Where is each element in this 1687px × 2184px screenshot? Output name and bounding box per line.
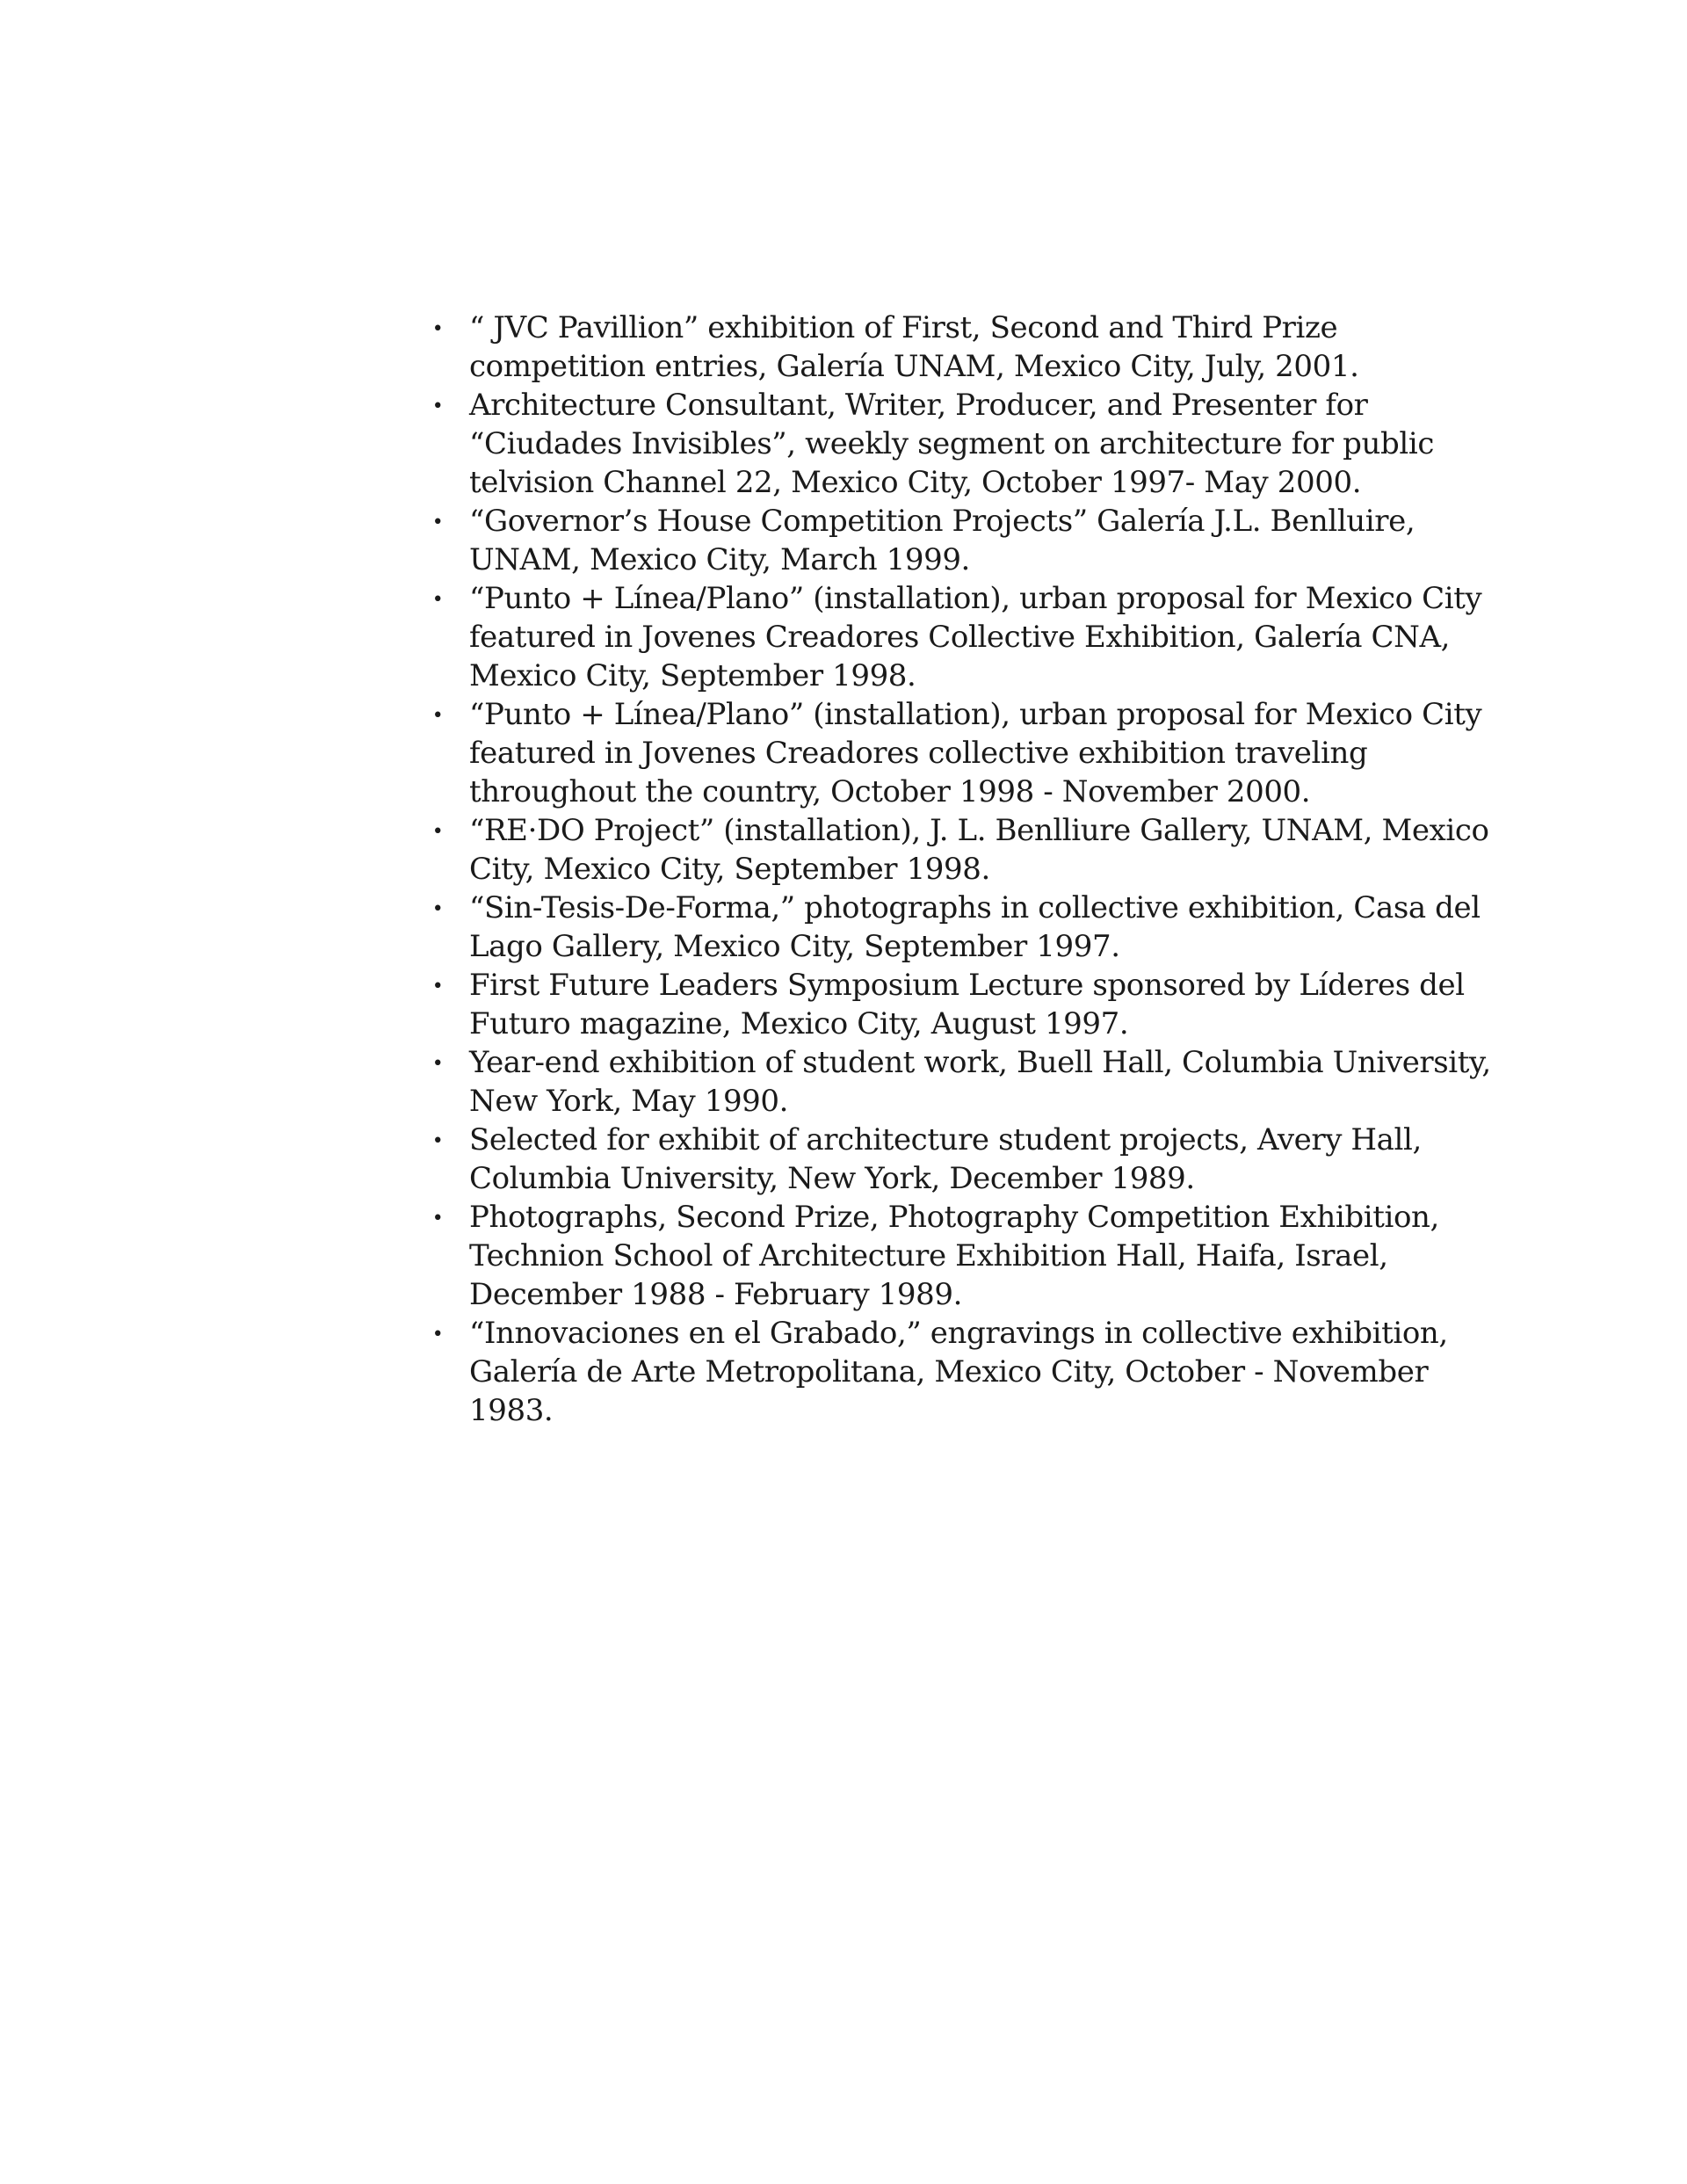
list-item-text: “RE·DO Project” (installation), J. L. Benlliure Gallery, UNAM, Mexico City, Mexico City, September 1998.	[469, 813, 1489, 887]
list-item-text: First Future Leaders Symposium Lecture sponsored by Líderes del Futuro magazine, Mexico City, August 1997.	[469, 968, 1465, 1041]
exhibitions-list	[420, 308, 1501, 1430]
list-item-text: Photographs, Second Prize, Photography Competition Exhibition, Technion School of Architecture Exhibition Hall, Haifa, Israel, December 1988 - February 1989.	[469, 1200, 1439, 1312]
list-item	[420, 695, 1501, 811]
list-item-text: “Governor’s House Competition Projects” Galería J.L. Benlluire, UNAM, Mexico City, March 1999.	[469, 504, 1415, 577]
list-item-text: Year-end exhibition of student work, Buell Hall, Columbia University, New York, May 1990.	[469, 1045, 1491, 1119]
bullet-icon: •	[431, 1130, 444, 1152]
list-item-text: “ JVC Pavillion” exhibition of First, Second and Third Prize competition entries, Galería UNAM, Mexico City, July, 2001.	[469, 310, 1359, 384]
bullet-icon: •	[431, 1208, 444, 1230]
list-item	[420, 1121, 1501, 1198]
list-item	[420, 1198, 1501, 1314]
list-item	[420, 1314, 1501, 1430]
list-item	[420, 502, 1501, 579]
list-item	[420, 308, 1501, 386]
list-item-text: Architecture Consultant, Writer, Producer, and Presenter for “Ciudades Invisibles”, weekly segment on architecture for public telvision Channel 22, Mexico City, October 1997- May 2000.	[469, 388, 1434, 500]
list-item-text: Selected for exhibit of architecture student projects, Avery Hall, Columbia University, New York, December 1989.	[469, 1122, 1422, 1196]
bullet-icon: •	[431, 705, 444, 727]
bullet-icon: •	[431, 318, 444, 340]
list-item	[420, 386, 1501, 502]
list-item	[420, 966, 1501, 1043]
list-item-text: “Punto + Línea/Plano” (installation), urban proposal for Mexico City featured in Jovenes Creadores collective exhibition traveling throughout the country, October 1998 - November 2000.	[469, 697, 1482, 809]
bullet-icon: •	[431, 512, 444, 533]
list-item	[420, 889, 1501, 966]
list-item	[420, 811, 1501, 889]
list-item	[420, 1043, 1501, 1121]
bullet-icon: •	[431, 821, 444, 843]
bullet-icon: •	[431, 589, 444, 611]
bullet-icon: •	[431, 976, 444, 998]
list-item	[420, 579, 1501, 695]
list-item-text: “Sin-Tesis-De-Forma,” photographs in collective exhibition, Casa del Lago Gallery, Mexico City, September 1997.	[469, 890, 1481, 964]
bullet-icon: •	[431, 898, 444, 920]
list-item-text: “Punto + Línea/Plano” (installation), urban proposal for Mexico City featured in Jovenes Creadores Collective Exhibition, Galería CNA, Mexico City, September 1998.	[469, 581, 1482, 693]
list-item-text: “Innovaciones en el Grabado,” engravings in collective exhibition, Galería de Arte Metropolitana, Mexico City, October - November 1983.	[469, 1316, 1448, 1428]
bullet-icon: •	[431, 1324, 444, 1346]
bullet-icon: •	[431, 1053, 444, 1075]
bullet-icon: •	[431, 395, 444, 417]
